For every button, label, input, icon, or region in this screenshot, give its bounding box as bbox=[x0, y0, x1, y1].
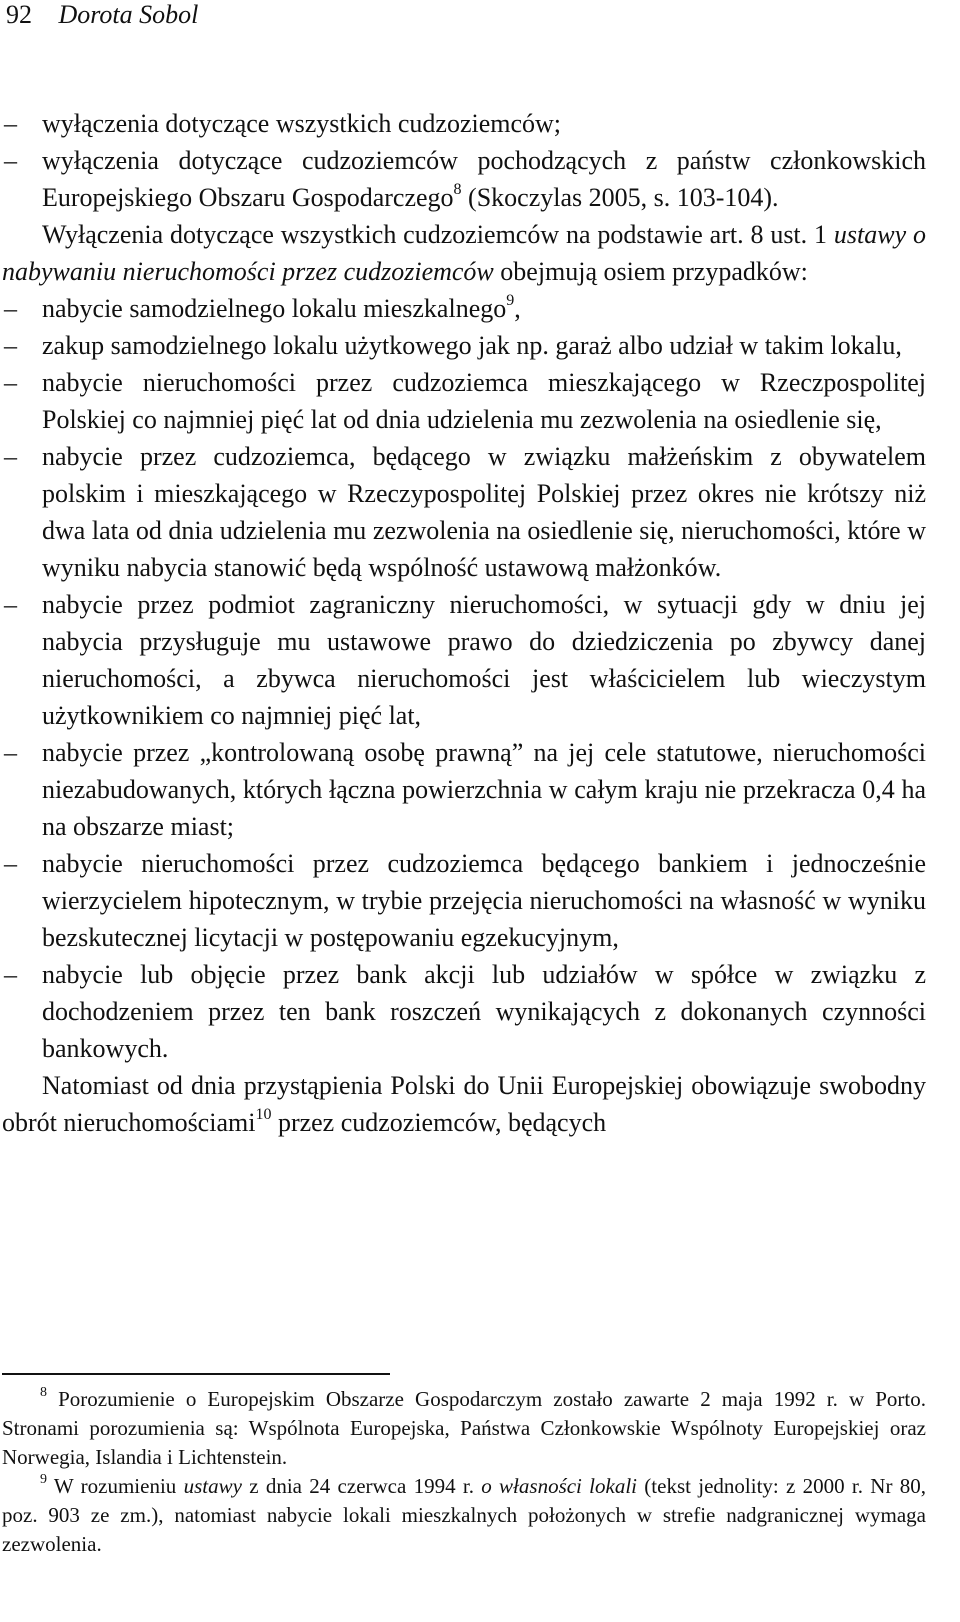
dash-bullet: – bbox=[4, 146, 17, 175]
list-item bbox=[2, 438, 926, 586]
footnote-italic: ustawy bbox=[183, 1474, 242, 1498]
list-item-text-tail: , bbox=[514, 294, 521, 323]
footnote-ref: 9 bbox=[506, 292, 515, 310]
list-item-text: nabycie lub objęcie przez bank akcji lub udziałów w spółce w związku z dochodzeniem przez ten bank roszczeń wynikających z dokonanych czynności bankowych. bbox=[42, 960, 926, 1063]
list-item-text: wyłączenia dotyczące cudzoziemców pochodzących z państw członkowskich Europejskiego Obszaru Gospodarczego bbox=[42, 146, 926, 212]
paragraph bbox=[2, 216, 926, 290]
paragraph-text: Wyłączenia dotyczące wszystkich cudzoziemców na podstawie art. 8 ust. 1 bbox=[42, 220, 834, 249]
footnote-text: (tekst jednolity: z 2000 r. Nr 80, poz. 903 ze zm.), natomiast nabycie lokali mieszkalnych położonych w strefie nadgranicznej wymaga zezwolenia. bbox=[2, 1474, 926, 1556]
dash-bullet: – bbox=[4, 294, 17, 323]
list-item-text: nabycie samodzielnego lokalu mieszkalnego bbox=[42, 294, 507, 323]
footnote-number: 8 bbox=[40, 1385, 47, 1400]
footnote-number: 9 bbox=[40, 1472, 47, 1487]
paragraph bbox=[2, 1067, 926, 1141]
list-item bbox=[2, 845, 926, 956]
list-item-text: zakup samodzielnego lokalu użytkowego jak np. garaż albo udział w takim lokalu, bbox=[42, 331, 902, 360]
dash-bullet: – bbox=[4, 442, 17, 471]
footnote bbox=[2, 1472, 926, 1559]
list-item-text: wyłączenia dotyczące wszystkich cudzoziemców; bbox=[42, 109, 562, 138]
page-number: 92 bbox=[6, 0, 32, 29]
dash-bullet: – bbox=[4, 590, 17, 619]
list-item-text: nabycie nieruchomości przez cudzoziemca mieszkającego w Rzeczpospolitej Polskiej co najmniej pięć lat od dnia udzielenia mu zezwolenia na osiedlenie się, bbox=[42, 368, 926, 434]
list-item-text-tail: (Skoczylas 2005, s. 103-104). bbox=[461, 183, 779, 212]
list-item bbox=[2, 586, 926, 734]
dash-bullet: – bbox=[4, 960, 17, 989]
footnotes bbox=[2, 1385, 926, 1559]
footnote-text: W rozumieniu bbox=[53, 1474, 184, 1498]
list-item-text: nabycie przez cudzoziemca, będącego w związku małżeńskim z obywatelem polskim i mieszkającego w Rzeczypospolitej Polskiej przez okres nie krótszy niż dwa lata od dnia udzielenia mu zezwolenia na osiedlenie się, nieruchomości, które w wyniku nabycia stanowić będą wspólność ustawową małżonków. bbox=[42, 442, 926, 582]
list-item bbox=[2, 364, 926, 438]
dash-bullet: – bbox=[4, 849, 17, 878]
list-item bbox=[2, 956, 926, 1067]
footnote-text: Porozumienie o Europejskim Obszarze Gospodarczym zostało zawarte 2 maja 1992 r. w Porto. Stronami porozumienia są: Wspólnota Europejska, Państwa Członkowskie Wspólnoty Europejskiej oraz Norwegia, Islandia i Lichtenstein. bbox=[2, 1387, 926, 1469]
footnote-text: z dnia 24 czerwca 1994 r. bbox=[241, 1474, 482, 1498]
footnote-ref: 10 bbox=[255, 1106, 272, 1124]
list-item bbox=[2, 105, 926, 142]
list-item bbox=[2, 142, 926, 216]
dash-bullet: – bbox=[4, 738, 17, 767]
list-item bbox=[2, 327, 926, 364]
list-item-text: nabycie przez „kontrolowaną osobę prawną” na jej cele statutowe, nieruchomości niezabudowanych, których łączna powierzchnia w całym kraju nie przekracza 0,4 ha na obszarze miast; bbox=[42, 738, 926, 841]
footnote-ref: 8 bbox=[453, 181, 462, 199]
list-item bbox=[2, 290, 926, 327]
running-head-author: Dorota Sobol bbox=[58, 0, 199, 29]
act-title: ustawy o nabywaniu nieruchomości przez cudzoziemców bbox=[2, 220, 926, 286]
footnote-separator bbox=[2, 1373, 390, 1375]
dash-bullet: – bbox=[4, 109, 17, 138]
dash-bullet: – bbox=[4, 368, 17, 397]
paragraph-text: obejmują osiem przypadków: bbox=[493, 257, 808, 286]
dash-bullet: – bbox=[4, 331, 17, 360]
main-text bbox=[2, 105, 926, 1141]
footnote-italic: o własności lokali bbox=[481, 1474, 638, 1498]
running-header bbox=[6, 0, 198, 30]
list-item bbox=[2, 734, 926, 845]
footnote bbox=[2, 1385, 926, 1472]
list-item-text: nabycie przez podmiot zagraniczny nieruchomości, w sytuacji gdy w dniu jej nabycia przysługuje mu ustawowe prawo do dziedziczenia po zbywcy danej nieruchomości, a zbywca nieruchomości jest właścicielem lub wieczystym użytkownikiem co najmniej pięć lat, bbox=[42, 590, 926, 730]
paragraph-text: przez cudzoziemców, będących bbox=[271, 1108, 607, 1137]
list-item-text: nabycie nieruchomości przez cudzoziemca będącego bankiem i jednocześnie wierzycielem hipotecznym, w trybie przejęcia nieruchomości na własność w wyniku bezskutecznej licytacji w postępowaniu egzekucyjnym, bbox=[42, 849, 926, 952]
paragraph-text: Natomiast od dnia przystąpienia Polski do Unii Europejskiej obowiązuje swobodny obrót nieruchomościami bbox=[2, 1071, 926, 1137]
